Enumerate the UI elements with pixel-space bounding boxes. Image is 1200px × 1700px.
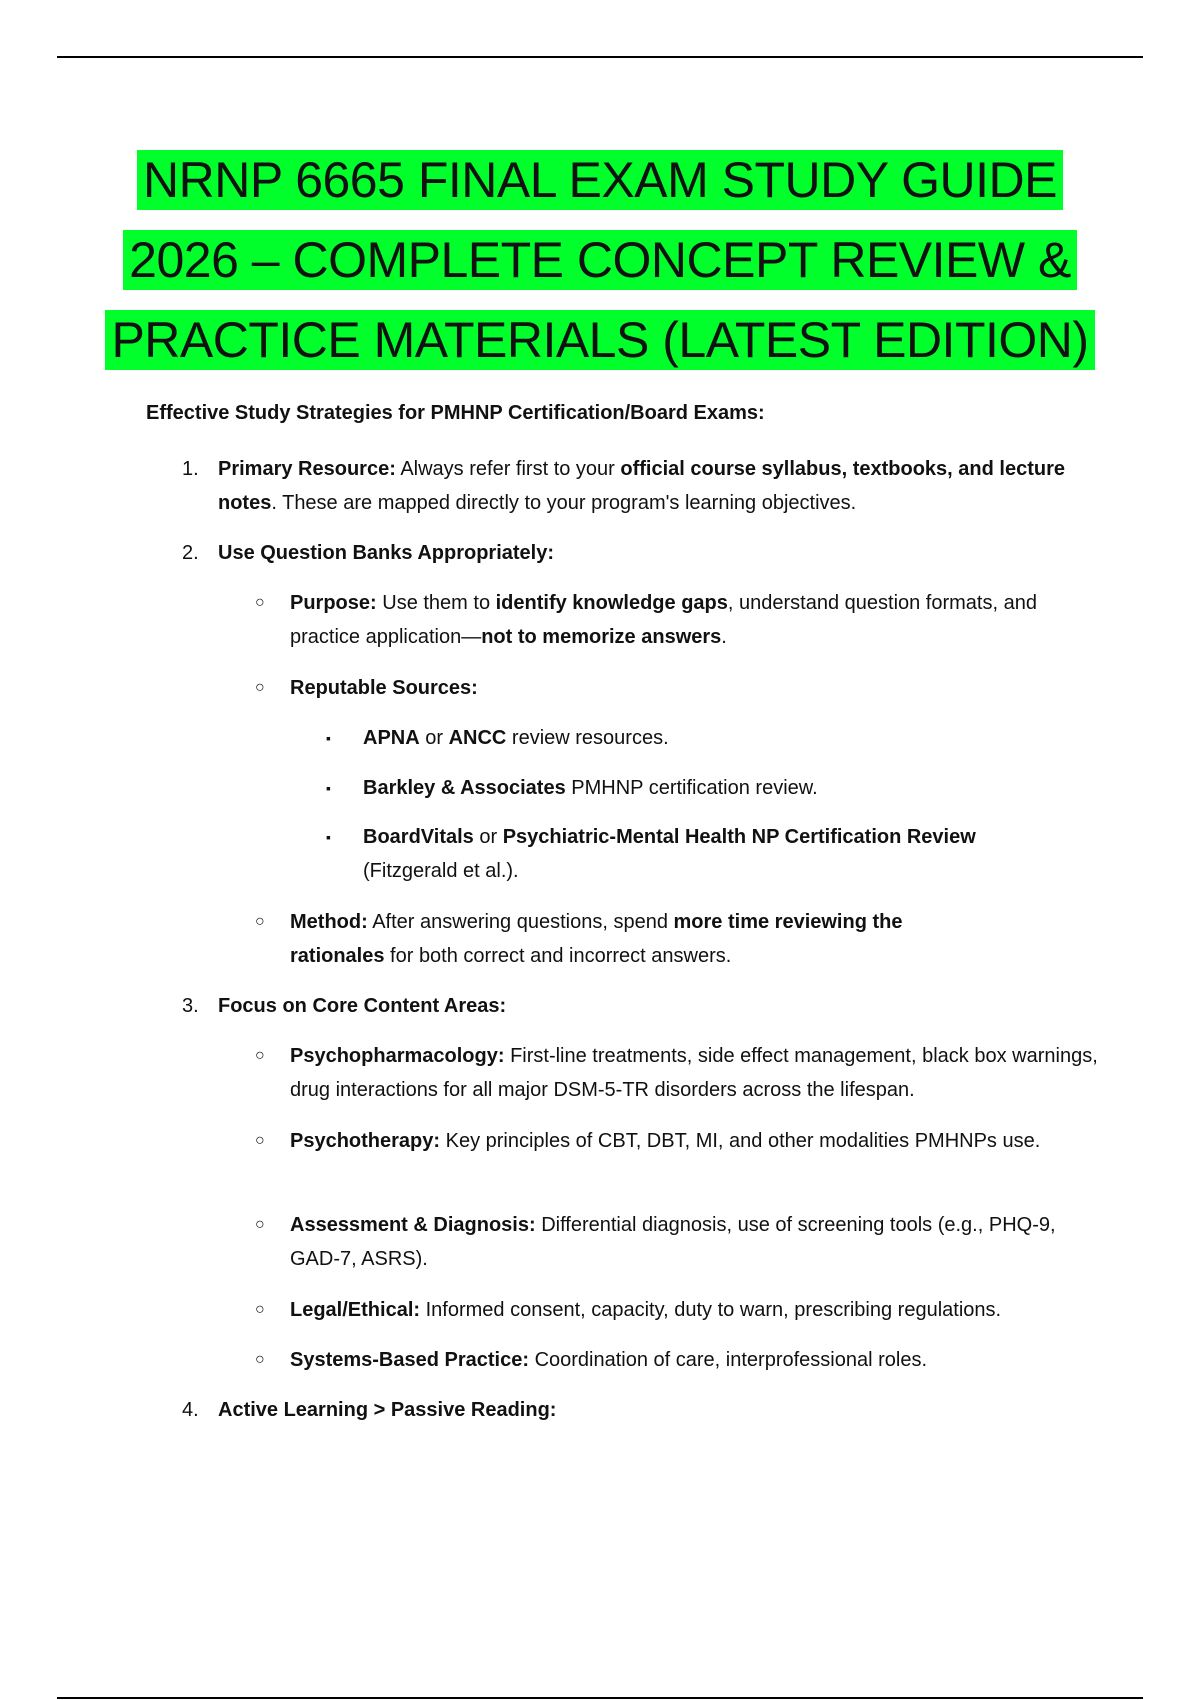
square-bullet-icon: ▪: [326, 730, 331, 746]
circle-bullet-icon: ○: [255, 1216, 265, 1233]
list-number: 1.: [182, 458, 199, 480]
title-line-2: 2026 – COMPLETE CONCEPT REVIEW &: [0, 220, 1200, 300]
list-number: 2.: [182, 542, 199, 564]
title-line-1: NRNP 6665 FINAL EXAM STUDY GUIDE: [0, 140, 1200, 220]
bottom-rule: [57, 1697, 1143, 1699]
square-bullet-icon: ▪: [326, 780, 331, 796]
title-line-3: PRACTICE MATERIALS (LATEST EDITION): [0, 300, 1200, 380]
list-number: 4.: [182, 1399, 199, 1421]
list-number: 3.: [182, 995, 199, 1017]
circle-bullet-icon: ○: [255, 1351, 265, 1368]
circle-bullet-icon: ○: [255, 679, 265, 696]
circle-bullet-icon: ○: [255, 1047, 265, 1064]
document-title: [0, 140, 1200, 380]
circle-bullet-icon: ○: [255, 1132, 265, 1149]
circle-bullet-icon: ○: [255, 594, 265, 611]
top-rule: [57, 56, 1143, 58]
square-bullet-icon: ▪: [326, 829, 331, 845]
section-heading: Effective Study Strategies for PMHNP Certification/Board Exams:: [146, 402, 765, 424]
circle-bullet-icon: ○: [255, 1301, 265, 1318]
circle-bullet-icon: ○: [255, 913, 265, 930]
